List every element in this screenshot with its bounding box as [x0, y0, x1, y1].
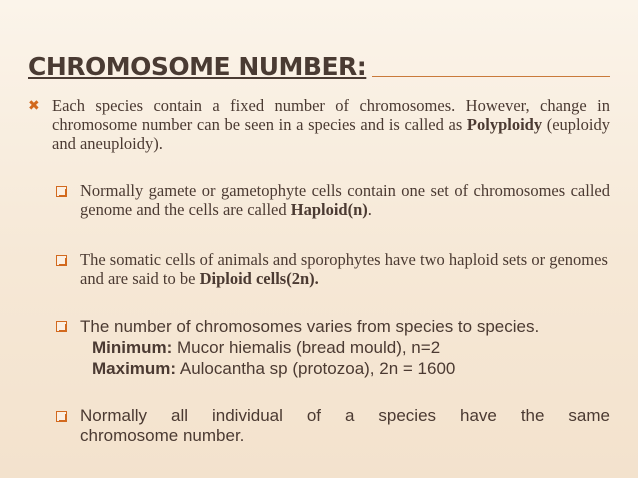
variation-lead: The number of chromosomes varies from species to species. — [80, 317, 540, 336]
maximum-label: Maximum: — [92, 359, 177, 378]
intro-text-end: (euploidy and aneuploidy). — [52, 115, 610, 153]
intro-paragraph — [52, 96, 610, 153]
minimum-line — [80, 337, 610, 358]
haploid-bold-term: Haploid(n) — [290, 200, 368, 219]
diploid-text: The somatic cells of animals and sporophytes have two haploid sets or genomes and are said to be — [80, 250, 608, 288]
checkbox-bullet-icon — [56, 321, 67, 332]
maximum-line — [80, 358, 610, 379]
minimum-value: Mucor hiemalis (bread mould), n=2 — [172, 338, 441, 357]
same-number-point — [80, 406, 610, 446]
same-number-line1: Normally all individual of a species have the same — [80, 406, 610, 425]
variation-point — [80, 316, 610, 379]
diploid-point — [80, 250, 610, 288]
checkbox-bullet-icon — [56, 255, 67, 266]
intro-text: Each species contain a fixed number of chromosomes. However, change in chromosome number can be seen in a species and is called as — [52, 96, 610, 134]
haploid-text: Normally gamete or gametophyte cells contain one set of chromosomes called genome and the cells are called — [80, 181, 610, 219]
x-bullet-icon: ✖ — [28, 98, 40, 114]
checkbox-bullet-icon — [56, 186, 67, 197]
haploid-text-end: . — [367, 200, 372, 219]
maximum-value: Aulocantha sp (protozoa), 2n = 1600 — [176, 359, 456, 378]
slide-title: CHROMOSOME NUMBER: — [28, 52, 367, 81]
same-number-line2: chromosome number. — [80, 426, 245, 445]
intro-bold-term: Polyploidy — [466, 115, 543, 134]
title-underline-rule — [372, 76, 610, 77]
diploid-bold-term: Diploid cells(2n). — [199, 269, 319, 288]
haploid-point — [80, 181, 610, 219]
checkbox-bullet-icon — [56, 411, 67, 422]
minimum-label: Minimum: — [92, 338, 173, 357]
